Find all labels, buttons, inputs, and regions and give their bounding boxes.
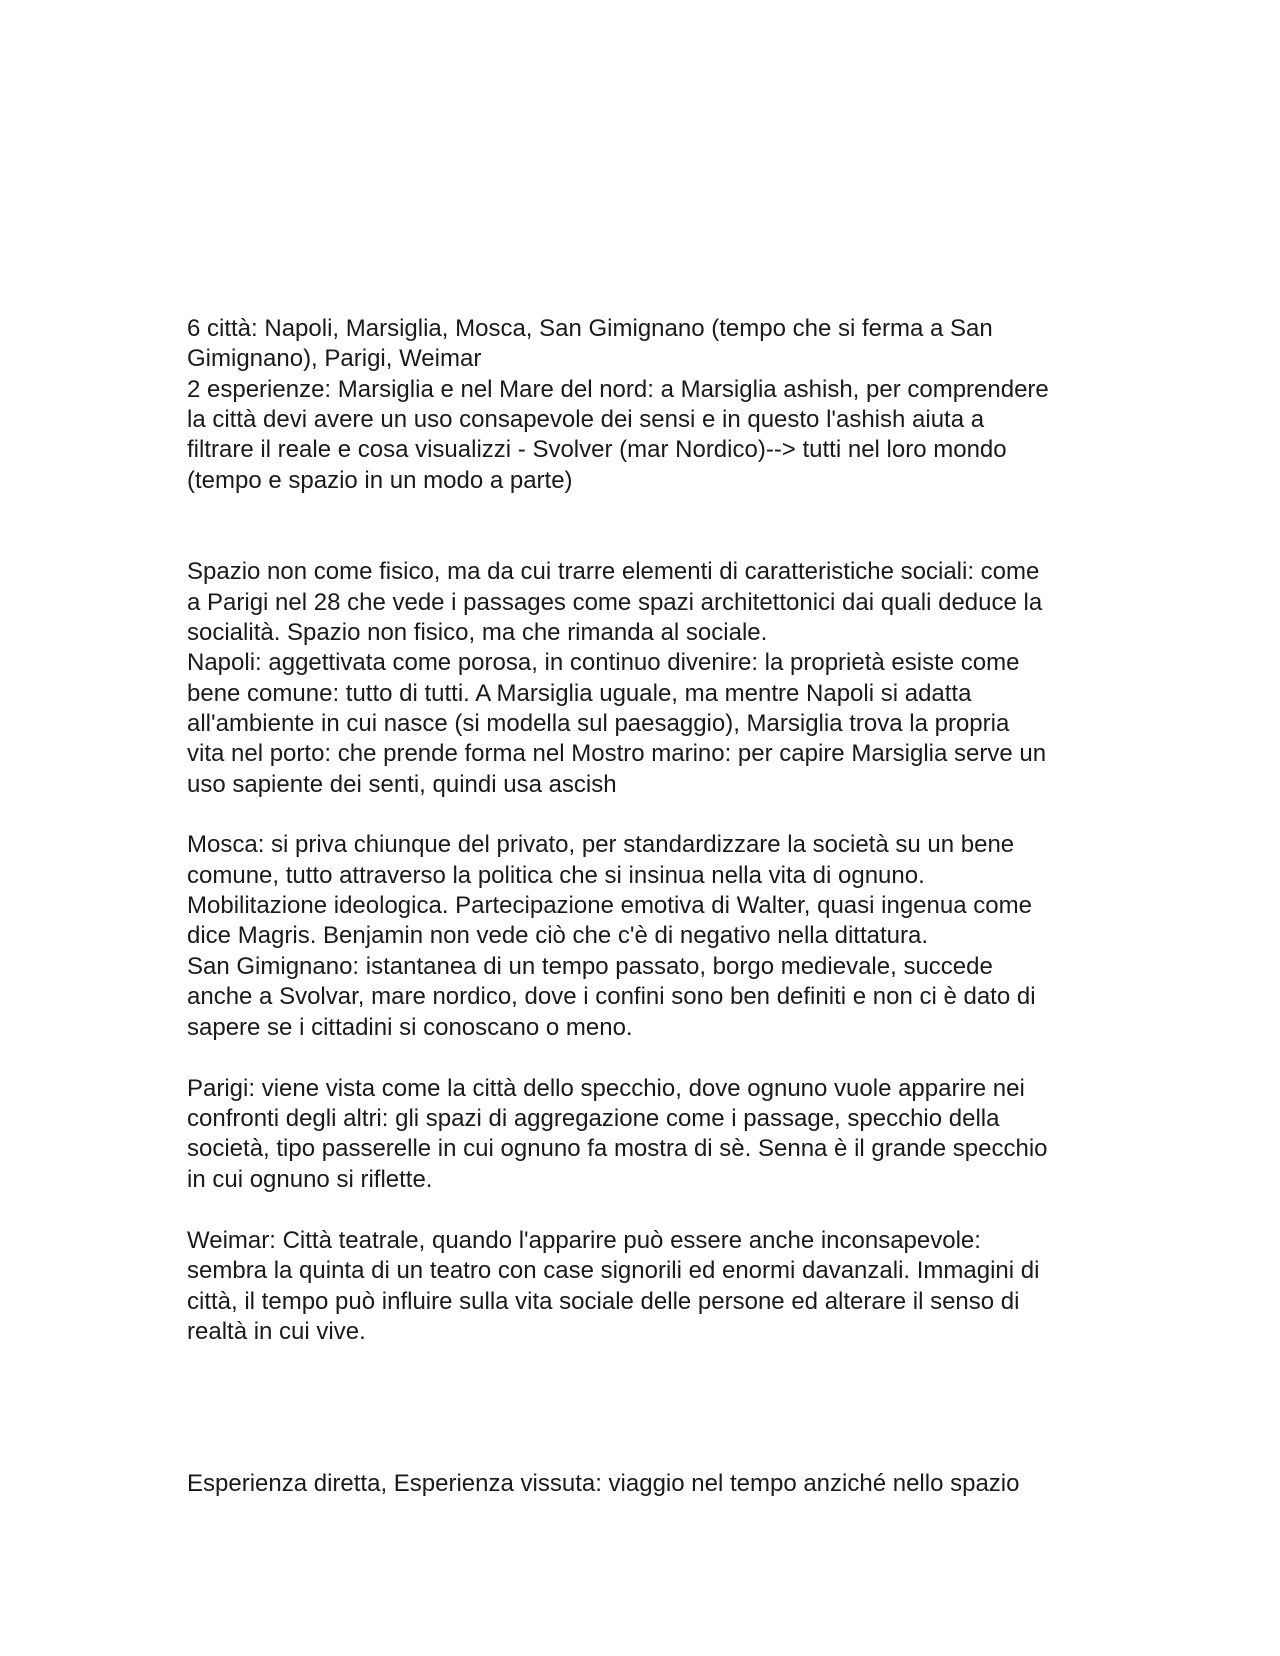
text-line: Parigi: viene vista come la città dello specchio, dove ognuno vuole apparire nei [187,1075,1025,1102]
text-line: sembra la quinta di un teatro con case signorili ed enormi davanzali. Immagini di [187,1257,1040,1284]
text-line: (tempo e spazio in un modo a parte) [187,467,573,494]
text-line: Napoli: aggettivata come porosa, in continuo divenire: la proprietà esiste come [187,649,1020,676]
text-line: società, tipo passerelle in cui ognuno fa mostra di sè. Senna è il grande specchio [187,1135,1048,1162]
text-line: Mosca: si priva chiunque del privato, per standardizzare la società su un bene [187,831,1015,858]
text-line: 6 città: Napoli, Marsiglia, Mosca, San Gimignano (tempo che si ferma a San [187,315,993,342]
text-line: vita nel porto: che prende forma nel Mostro marino: per capire Marsiglia serve un [187,740,1047,767]
text-line: San Gimignano: istantanea di un tempo passato, borgo medievale, succede [187,953,993,980]
text-line: a Parigi nel 28 che vede i passages come spazi architettonici dai quali deduce la [187,589,1043,616]
text-line: dice Magris. Benjamin non vede ciò che c'è di negativo nella dittatura. [187,922,929,949]
text-line: Esperienza diretta, Esperienza vissuta: viaggio nel tempo anziché nello spazio [187,1470,1020,1497]
text-line: sapere se i cittadini si conoscano o meno. [187,1014,633,1041]
text-line: filtrare il reale e cosa visualizzi - Svolver (mar Nordico)--> tutti nel loro mondo [187,436,1007,463]
text-line: 2 esperienze: Marsiglia e nel Mare del nord: a Marsiglia ashish, per comprendere [187,376,1049,403]
text-line: Mobilitazione ideologica. Partecipazione emotiva di Walter, quasi ingenua come [187,892,1032,919]
text-line: uso sapiente dei senti, quindi usa ascish [187,771,617,798]
text-line: Spazio non come fisico, ma da cui trarre elementi di caratteristiche sociali: come [187,558,1040,585]
text-line: confronti degli altri: gli spazi di aggregazione come i passage, specchio della [187,1105,1000,1132]
text-line: anche a Svolvar, mare nordico, dove i confini sono ben definiti e non ci è dato di [187,983,1036,1010]
text-line: bene comune: tutto di tutti. A Marsiglia uguale, ma mentre Napoli si adatta [187,680,972,707]
text-line: comune, tutto attraverso la politica che si insinua nella vita di ognuno. [187,862,925,889]
text-line: Gimignano), Parigi, Weimar [187,345,482,372]
text-line: in cui ognuno si riflette. [187,1166,433,1193]
text-line: realtà in cui vive. [187,1318,366,1345]
text-line: socialità. Spazio non fisico, ma che rimanda al sociale. [187,619,768,646]
text-line: Weimar: Città teatrale, quando l'apparire può essere anche inconsapevole: [187,1227,981,1254]
text-line: all'ambiente in cui nasce (si modella sul paesaggio), Marsiglia trova la propria [187,710,1010,737]
text-line: città, il tempo può influire sulla vita sociale delle persone ed alterare il senso di [187,1288,1020,1315]
text-line: la città devi avere un uso consapevole dei sensi e in questo l'ashish aiuta a [187,406,985,433]
